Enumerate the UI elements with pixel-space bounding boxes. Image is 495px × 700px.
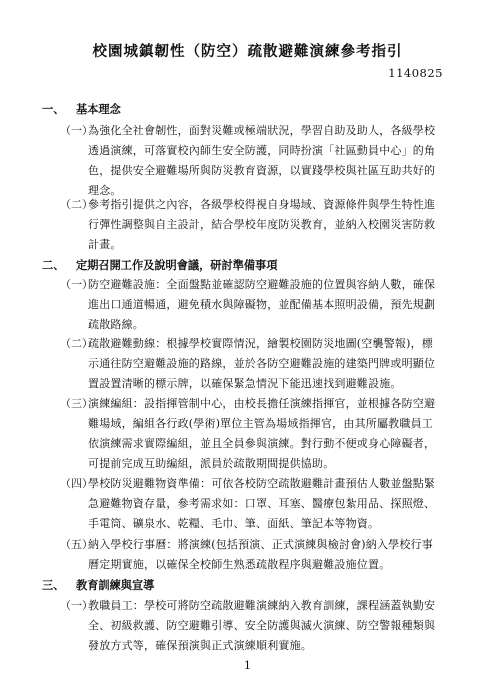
item-line: 疏散路線。 [88,318,144,331]
item-line: 色，提供安全避難場所與防災教育資源，以實踐學校與社區互助共好的 [88,164,436,177]
item-marker: （一） [60,278,93,291]
item-marker: （三） [60,397,93,410]
item-marker: （二） [60,198,93,211]
section-number: 二、 [42,258,65,272]
item-line: 難場域，編組各行政(學術)單位主管為場域指揮官，由其所屬教職員工 [88,417,433,430]
section-number: 一、 [42,102,65,116]
item-line: 防空避難設施：全面盤點並確認防空避難設施的位置與容納人數，確保 [88,278,436,291]
item-line: 學校防災避難物資準備：可依各校防空疏散避難計畫預估人數並盤點緊 [88,477,436,490]
item-line: 發放方式等，確保預演與正式演練順利實施。 [88,639,312,652]
section-title: 教育訓練與宣導 [76,578,155,592]
section-number: 三、 [42,578,65,592]
item-line: 疏散避難動線：根據學校實際情況，繪製校園防災地圖(空襲警報)，標 [88,337,433,350]
item-line: 進出口通道暢通，避免積水與障礙物，並配備基本照明設備，預先規劃 [88,298,436,311]
item-line: 參考指引提供之內容，各級學校得視自身場域、資源條件與學生特性進 [88,198,436,211]
item-line: 為強化全社會韌性，面對災難或極端狀況，學習自助及助人，各級學校 [88,124,436,137]
item-line: 可提前完成互助編組，派員於疏散期間提供協助。 [88,457,335,470]
item-line: 置設置清晰的標示牌，以確保緊急情況下能迅速找到避難設施。 [88,377,402,390]
item-line: 透過演練，可落實校內師生安全防護，同時扮演「社區動員中心」的角 [88,144,436,157]
item-line: 演練編組：設指揮管制中心，由校長擔任演練指揮官，並根據各防空避 [88,397,436,410]
item-marker: （二） [60,337,93,350]
item-line: 手電筒、礦泉水、乾糧、毛巾、筆、面紙、筆記本等物資。 [88,517,380,530]
item-line: 示通往防空避難設施的路線，並於各防空避難設施的建築門牌或明顯位 [88,357,436,370]
section-heading-1 [42,101,121,117]
page-number: 1 [244,659,251,672]
document-title: 校園城鎮韌性（防空）疏散避難演練參考指引 [92,43,403,60]
item-line: 計畫。 [88,238,122,251]
item-line: 曆定期實施，以確保全校師生熟悉疏散程序與避難設施位置。 [88,558,391,571]
item-line: 行彈性調整與自主設計，結合學校年度防災教育，並納入校園災害防救 [88,218,436,231]
document-code: 1140825 [388,66,443,80]
item-marker: （一） [60,124,93,137]
item-line: 理念。 [88,184,122,197]
section-heading-3 [42,577,154,593]
item-line: 納入學校行事曆：將演練(包括預演、正式演練與檢討會)納入學校行事 [88,538,433,551]
item-marker: （五） [60,538,93,551]
item-line: 教職員工：學校可將防空疏散避難演練納入教育訓練，課程涵蓋執勤安 [88,599,436,612]
item-line: 急避難物資存量，參考需求如：口罩、耳塞、醫療包紮用品、探照燈、 [88,497,436,510]
section-title: 基本理念 [76,102,121,116]
section-title: 定期召開工作及說明會議，研討準備事項 [76,258,278,272]
item-line: 依演練需求實際編組，並且全員參與演練。對行動不便或身心障礙者， [88,437,436,450]
item-marker: （一） [60,599,93,612]
item-marker: （四） [60,477,93,490]
item-line: 全、初級救護、防空避難引導、安全防護與滅火演練、防空警報種類與 [88,619,436,632]
section-heading-2 [42,257,277,273]
